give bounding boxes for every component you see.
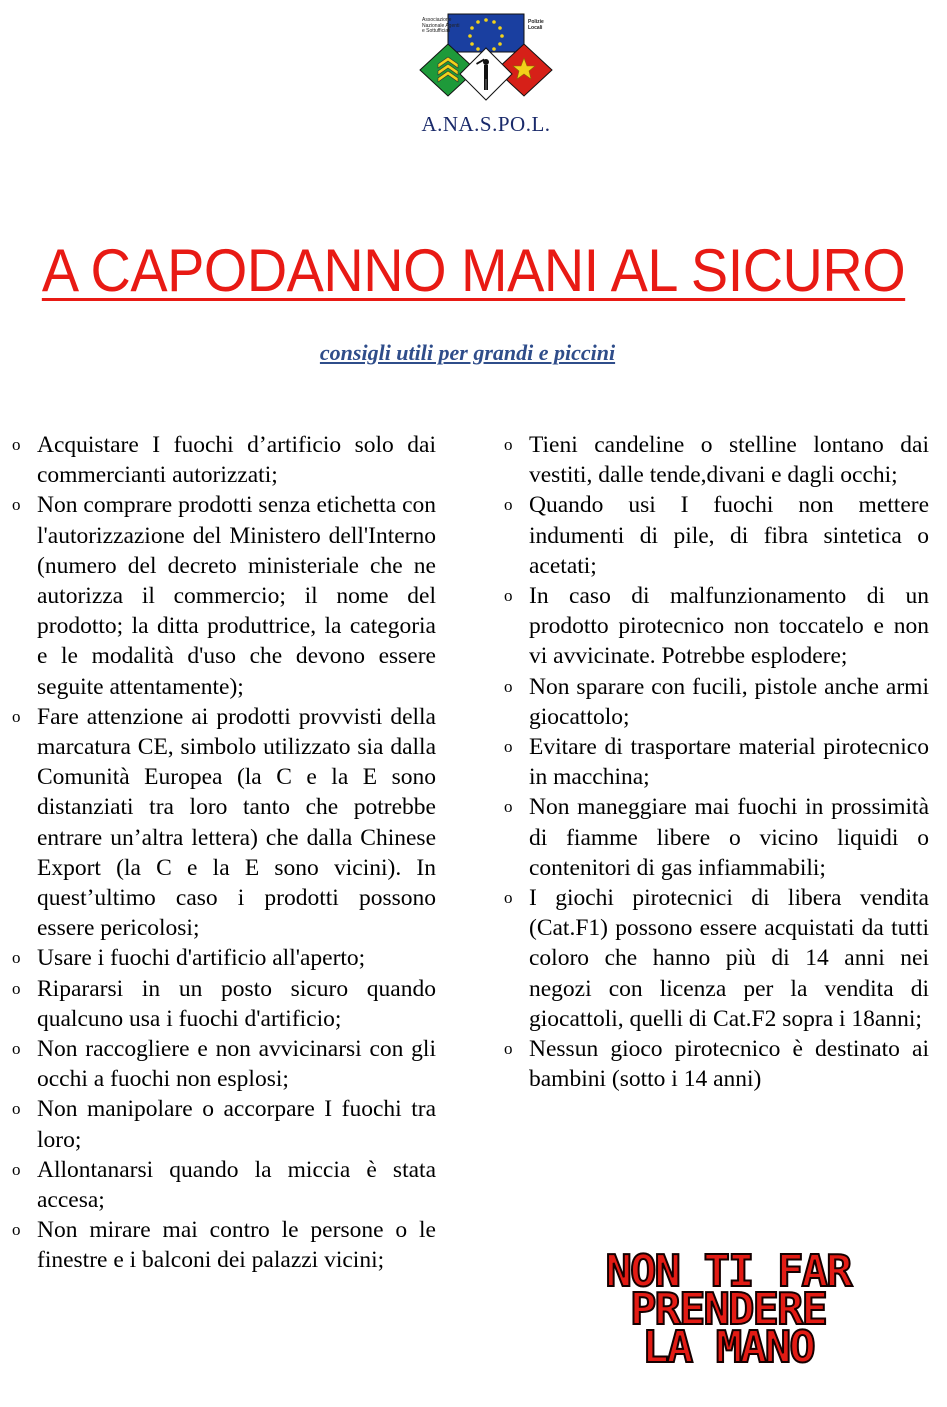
bullet-icon: o: [12, 1039, 21, 1059]
list-item: [502, 490, 929, 581]
list-item-text: Nessun gioco pirotecnico è destinato ai bambini (sotto i 14 anni): [529, 1036, 929, 1093]
list-item-text: Ripararsi in un posto sicuro quando qualcuno usa i fuochi d'artificio;: [37, 975, 436, 1032]
list-item-text: Acquistare I fuochi d’artificio solo dai commercianti autorizzati;: [37, 432, 436, 489]
logo-acronym: A.NA.S.PO.L.: [421, 112, 551, 136]
list-item-text: Quando usi I fuochi non mettere indumenti di pile, di fibra sintetica o acetati;: [529, 492, 929, 579]
bullet-icon: o: [12, 978, 21, 998]
bullet-icon: o: [504, 888, 513, 908]
bullet-icon: o: [504, 495, 513, 515]
list-item: [502, 732, 929, 792]
list-item: [502, 1034, 929, 1094]
bullet-icon: o: [12, 1099, 21, 1119]
bullet-icon: o: [504, 797, 513, 817]
list-item-text: Non raccogliere e non avvicinarsi con gli occhi a fuochi non esplosi;: [37, 1036, 436, 1093]
list-item-text: Fare attenzione ai prodotti provvisti della marcatura CE, simbolo utilizzato sia dalla Comunità Europea (la C e la E sono distanziati tra loro tanto che potrebbe entrare un’altra lettera) che dalla Chinese Export (la C e la E sono vicini). In quest’ultimo caso i prodotti possono essere pericolosi;: [37, 703, 436, 942]
bullet-icon: o: [12, 495, 21, 515]
bullet-icon: o: [504, 435, 513, 454]
bullet-icon: o: [12, 948, 21, 968]
list-item-text: Allontanarsi quando la miccia è stata accesa;: [37, 1156, 436, 1214]
list-item-text: Non manipolare o accorpare I fuochi tra loro;: [37, 1096, 436, 1153]
list-item-text: I giochi pirotecnici di libera vendita (Cat.F1) possono essere acquistati da tutti coloro che hanno più di 14 anni nei negozi con licenza per la vendita di giocattoli, quelli di Cat.F2 sopra i 18anni;: [529, 885, 929, 1032]
list-item-text: In caso di malfunzionamento di un prodotto pirotecnico non toccatelo e non vi avvicinate. Potrebbe esplodere;: [529, 583, 929, 670]
list-item: [10, 1094, 436, 1154]
list-item-text: Non sparare con fucili, pistole anche armi giocattolo;: [529, 673, 929, 730]
list-item-text: Tieni candeline o stelline lontano dai vestiti, dalle tende,divani e dagli occhi;: [529, 432, 929, 489]
list-item: [10, 1034, 436, 1094]
bullet-icon: o: [12, 1159, 21, 1179]
slogan-line: NON TI FAR: [605, 1246, 851, 1297]
list-item: [10, 943, 436, 973]
bullet-icon: o: [12, 706, 21, 726]
bullet-icon: o: [12, 1220, 21, 1240]
list-item: [10, 1215, 436, 1275]
list-item-text: Evitare di trasportare material pirotecnico in macchina;: [529, 734, 929, 791]
left-advice-list: [10, 430, 436, 1276]
slogan: [548, 1246, 908, 1373]
right-advice-list: [502, 430, 929, 1094]
list-item: [502, 430, 929, 490]
list-item: [502, 792, 929, 883]
list-item-text: Usare i fuochi d'artificio all'aperto;: [37, 945, 366, 972]
list-item-text: Non mirare mai contro le persone o le finestre e i balconi dei palazzi vicini;: [37, 1217, 436, 1274]
list-item: [502, 672, 929, 732]
list-item: [10, 974, 436, 1034]
list-item-text: Non maneggiare mai fuochi in prossimità di fiamme libere o vicino liquidi o contenitori di gas infiammabili;: [529, 794, 929, 881]
slogan-line: PRENDERE: [630, 1284, 826, 1335]
slogan-line: LA MANO: [642, 1322, 814, 1373]
list-item: [502, 581, 929, 672]
bullet-icon: o: [504, 1039, 513, 1059]
bullet-icon: o: [12, 435, 21, 454]
logo-anaspol: [412, 12, 560, 142]
page-subtitle: consigli utili per grandi e piccini: [319, 340, 616, 365]
list-item: [10, 430, 436, 490]
bullet-icon: o: [504, 586, 513, 606]
list-item: [10, 490, 436, 701]
list-item: [10, 1155, 436, 1215]
list-item: [10, 702, 436, 944]
logo-polizie-text: Polizie Locali: [528, 19, 544, 31]
page-title: A CAPODANNO MANI AL SICURO: [41, 237, 906, 304]
bullet-icon: o: [504, 676, 513, 696]
list-item: [502, 883, 929, 1034]
bullet-icon: o: [504, 737, 513, 757]
list-item-text: Non comprare prodotti senza etichetta con l'autorizzazione del Ministero dell'Interno (numero del decreto ministeriale che ne autorizza il commercio; il nome del prodotto; la ditta produttrice, la categoria e le modalità d'uso che devono essere seguite attentamente);: [37, 492, 436, 700]
logo-association-text: Associazione Nazionale Agenti e Sottufficiali: [422, 17, 460, 34]
